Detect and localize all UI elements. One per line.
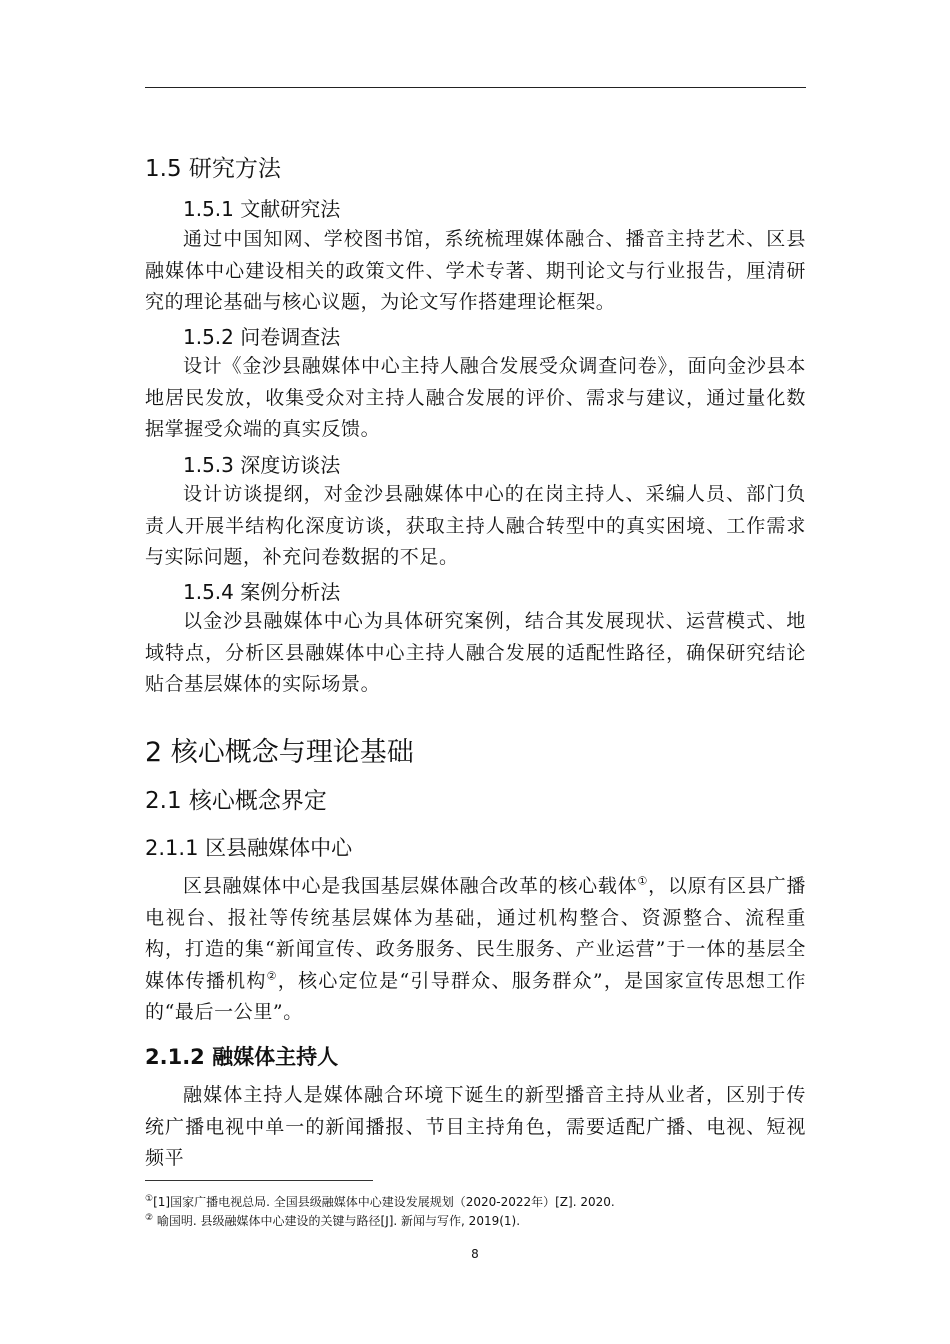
paragraph-interview: 设计访谈提纲，对金沙县融媒体中心的在岗主持人、采编人员、部门负责人开展半结构化深度访谈，获取主持人融合转型中的真实困境、工作需求与实际问题，补充问卷数据的不足。 [145, 483, 806, 568]
paragraph-media-host: 融媒体主持人是媒体融合环境下诞生的新型播音主持从业者，区别于传统广播电视中单一的新闻播报、节目主持角色，需要适配广播、电视、短视频平 [145, 1084, 806, 1169]
page-number: 8 [471, 1247, 479, 1261]
subsection-heading-2-1-1: 2.1.1 区县融媒体中心 [145, 836, 353, 860]
chapter-heading-2: 2 核心概念与理论基础 [145, 737, 414, 768]
paragraph-case-study: 以金沙县融媒体中心为具体研究案例，结合其发展现状、运营模式、地域特点，分析区县融媒体中心主持人融合发展的适配性路径，确保研究结论贴合基层媒体的实际场景。 [145, 610, 806, 695]
paragraph-literature-research: 通过中国知网、学校图书馆，系统梳理媒体融合、播音主持艺术、区县融媒体中心建设相关的政策文件、学术专著、期刊论文与行业报告，厘清研究的理论基础与核心议题，为论文写作搭建理论框架。 [145, 228, 806, 313]
footnote-separator [145, 1180, 373, 1181]
header-rule [145, 87, 806, 88]
subsection-heading-2-1-2: 2.1.2 融媒体主持人 [145, 1045, 339, 1069]
subsection-heading-1-5-2: 1.5.2 问卷调查法 [183, 325, 341, 349]
footnote-ref-1[interactable]: ① [637, 874, 649, 888]
footnote-1: ①[1]国家广播电视总局. 全国县级融媒体中心建设发展规划（2020-2022年）[Z]. 2020. [145, 1194, 615, 1209]
section-heading-2-1: 2.1 核心概念界定 [145, 788, 327, 814]
paragraph-questionnaire: 设计《金沙县融媒体中心主持人融合发展受众调查问卷》，面向金沙县本地居民发放，收集受众对主持人融合发展的评价、需求与建议，通过量化数据掌握受众端的真实反馈。 [145, 355, 806, 440]
subsection-heading-1-5-3: 1.5.3 深度访谈法 [183, 453, 341, 477]
subsection-heading-1-5-4: 1.5.4 案例分析法 [183, 580, 341, 604]
footnote-ref-2[interactable]: ② [266, 969, 278, 983]
section-heading-1-5: 1.5 研究方法 [145, 156, 281, 182]
paragraph-county-media-center: 区县融媒体中心是我国基层媒体融合改革的核心载体①，以原有区县广播电视台、报社等传统基层媒体为基础，通过机构整合、资源整合、流程重构，打造的集“新闻宣传、政务服务、民生服务、产业运营”于一体的基层全媒体传播机构②，核心定位是“引导群众、服务群众”，是国家宣传思想工作的“最后一公里”。 [145, 874, 806, 1023]
footnote-2: ② 喻国明. 县级融媒体中心建设的关键与路径[J]. 新闻与写作, 2019(1). [145, 1213, 521, 1228]
subsection-heading-1-5-1: 1.5.1 文献研究法 [183, 197, 341, 221]
